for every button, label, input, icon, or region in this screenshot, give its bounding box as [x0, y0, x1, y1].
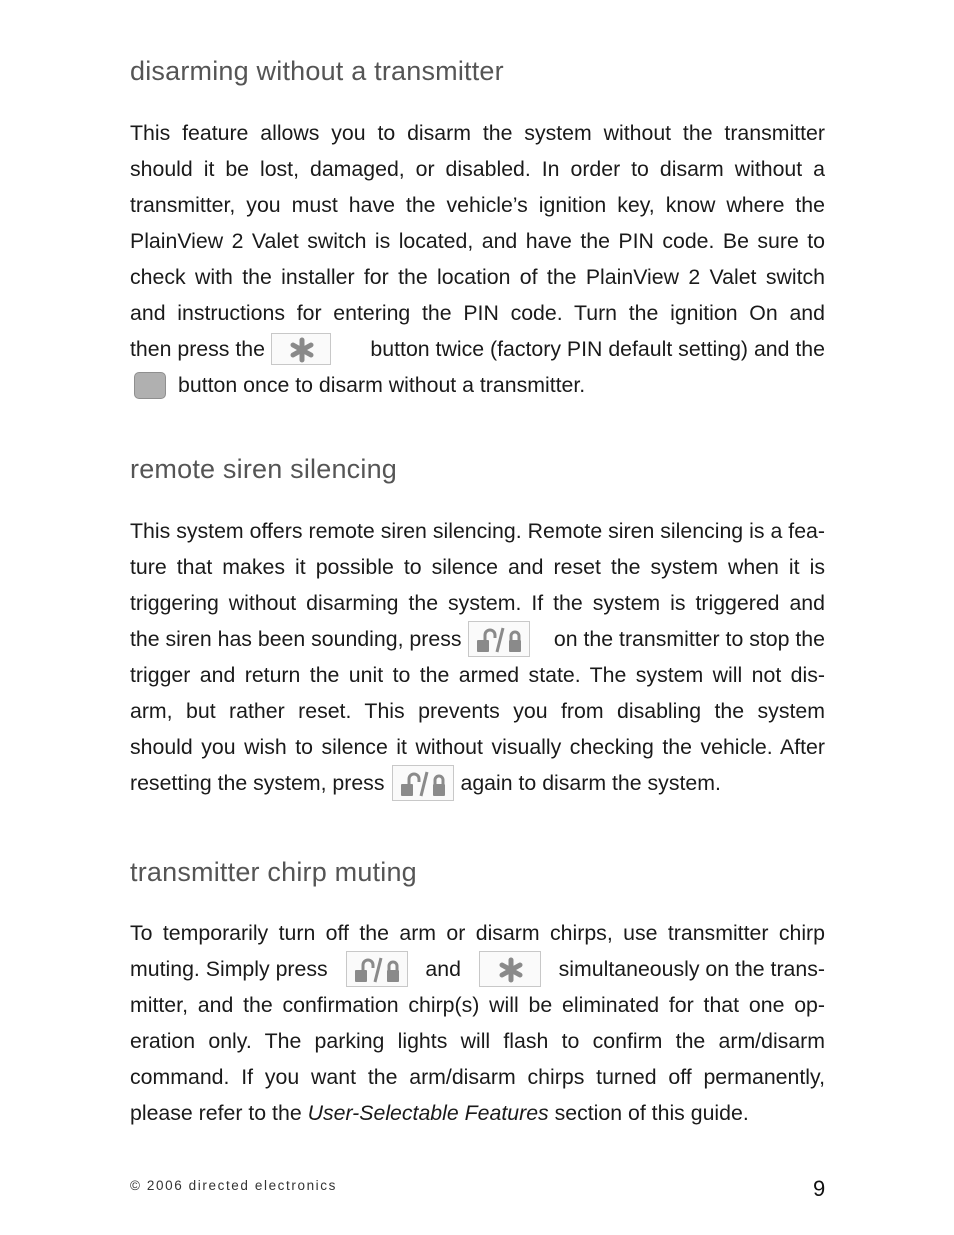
section-title-siren: remote siren silencing: [130, 454, 398, 484]
text-line: This feature allows you to disarm the system without the transmitter: [130, 121, 825, 145]
text-fragment: on the transmitter to stop the: [553, 627, 825, 651]
text-fragment: button once to disarm without a transmitter.: [178, 373, 586, 397]
siren-paragraph: [130, 513, 825, 801]
asterisk-button-icon: [271, 333, 331, 365]
text-fragment: again to disarm the system.: [460, 771, 721, 795]
page-number: 9: [813, 1176, 826, 1201]
copyright-footer: © 2006 directed electronics: [130, 1178, 337, 1193]
text-line: [130, 1095, 825, 1131]
text-line: trigger and return the unit to the armed state. The system will not dis-: [130, 663, 825, 687]
valet-switch-icon: [134, 372, 166, 399]
text-fragment: button twice (factory PIN default setting) and the: [370, 337, 825, 361]
text-line: triggering without disarming the system. If the system is triggered and: [130, 591, 825, 615]
italic-reference: User-Selectable Features: [307, 1101, 549, 1125]
text-fragment: the siren has been sounding, press: [130, 627, 462, 651]
chirp-paragraph: [130, 915, 825, 1131]
text-line: should it be lost, damaged, or disabled. In order to disarm without a: [130, 157, 825, 181]
disarming-paragraph: [130, 115, 825, 403]
text-line: should you wish to silence it without visually checking the vehicle. After: [130, 735, 825, 759]
text-line: and instructions for entering the PIN code. Turn the ignition On and: [130, 301, 825, 325]
text-line: [130, 951, 825, 987]
text-fragment: section of this guide.: [554, 1101, 749, 1125]
text-fragment: simultaneously on the trans-: [558, 957, 825, 981]
text-fragment: then press the: [130, 337, 265, 361]
text-line: arm, but rather reset. This prevents you from disabling the system: [130, 699, 825, 723]
text-fragment: resetting the system, press: [130, 771, 385, 795]
text-line: [130, 621, 825, 657]
text-line: [130, 765, 825, 801]
text-fragment: and: [425, 957, 461, 981]
lock-unlock-button-icon: [346, 951, 408, 987]
text-line: eration only. The parking lights will flash to confirm the arm/disarm: [130, 1029, 825, 1053]
text-line: transmitter, you must have the vehicle’s ignition key, know where the: [130, 193, 825, 217]
section-title-chirp: transmitter chirp muting: [130, 857, 417, 887]
text-line: mitter, and the confirmation chirp(s) will be eliminated for that one op-: [130, 993, 825, 1017]
text-line: This system offers remote siren silencing. Remote siren silencing is a fea-: [130, 519, 825, 543]
lock-unlock-button-icon: [468, 621, 530, 657]
text-line: ture that makes it possible to silence and reset the system when it is: [130, 555, 825, 579]
asterisk-button-icon: [479, 951, 541, 987]
text-line: [130, 331, 825, 367]
text-line: command. If you want the arm/disarm chirps turned off permanently,: [130, 1065, 825, 1089]
text-fragment: please refer to the: [130, 1101, 302, 1125]
text-line: check with the installer for the location of the PlainView 2 Valet switch: [130, 265, 825, 289]
section-title-disarming: disarming without a transmitter: [130, 56, 504, 86]
text-line: To temporarily turn off the arm or disarm chirps, use transmitter chirp: [130, 921, 825, 945]
lock-unlock-button-icon: [392, 765, 454, 801]
text-line: [130, 367, 825, 403]
text-fragment: muting. Simply press: [130, 957, 328, 981]
text-line: PlainView 2 Valet switch is located, and have the PIN code. Be sure to: [130, 229, 825, 253]
